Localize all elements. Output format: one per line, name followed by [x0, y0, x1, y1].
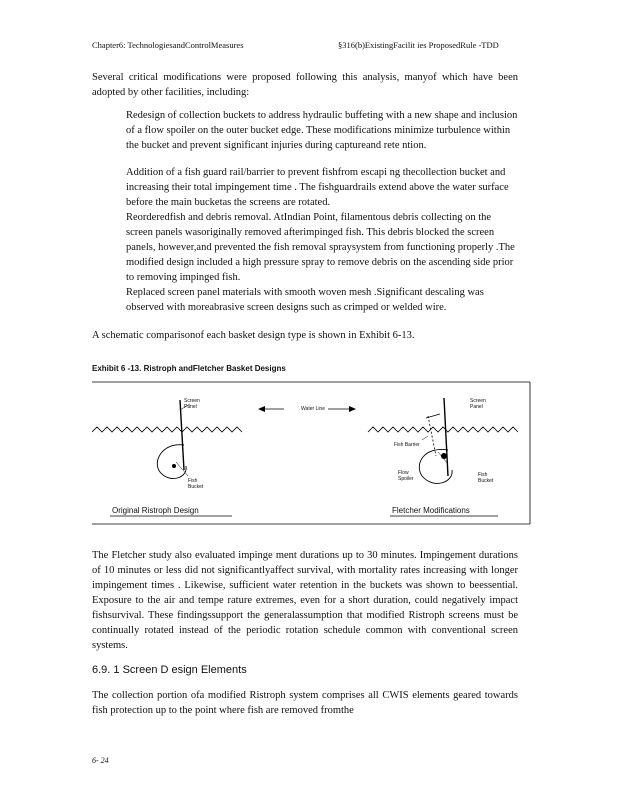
list-item	[92, 165, 518, 210]
header-rule: §316(b)ExistingFacilit ies ProposedRule -TDD	[338, 40, 499, 50]
flow-spoiler-label: Flow Spoiler	[398, 470, 414, 482]
list-item	[92, 210, 518, 285]
screen-panel-label: Screen Panel	[184, 398, 200, 410]
screen-panel-label-right: Screen Panel	[470, 398, 486, 410]
page-number: 6- 24	[92, 756, 109, 765]
fish-bucket-label: Fish Bucket	[188, 478, 204, 490]
section-heading: 6.9. 1 Screen D esign Elements	[92, 664, 247, 676]
list-item	[92, 108, 518, 165]
fish-bucket-label-right: Fish Bucket	[478, 472, 494, 484]
header-chapter: Chapter6: TechnologiesandControlMeasures	[92, 40, 244, 50]
fletcher-modifications-label: Fletcher Modifications	[392, 506, 470, 515]
exhibit-figure	[92, 380, 532, 526]
fletcher-paragraph: The Fletcher study also evaluated impinge ment durations up to 30 minutes. Impingement durations of 10 minutes or less did not significantlyaffect survival, with mortality rates increasing with longer impingement times . Likewise, sufficient water retention in the buckets was shown to beessential. Exposure to the air and tempe rature extremes, even for a short duration, could negatively impact fishsurvival. These findingssupport the generalassumption that modified Ristroph screens must be continually rotated instead of the periodic rotation schedule common with conventional screen systems.	[92, 550, 518, 651]
list-item	[92, 285, 518, 317]
fish-barrier-label: Fish Barrier	[394, 442, 420, 448]
basket-diagram	[92, 380, 532, 526]
exhibit-caption: Exhibit 6 -13. Ristroph andFletcher Basket Designs	[92, 364, 286, 373]
original-design-label: Original Ristroph Design	[112, 506, 199, 515]
bullet-list	[92, 108, 518, 317]
bullet-text: Reorderedfish and debris removal. AtIndian Point, filamentous debris collecting on the screen panels wasoriginally removed afterimpinged fish. This debris blocked the screen panels, however,and prevented the fish removal spraysystem from functioning properly .The modified design included a high pressure spray to remove debris on the ascending side prior to removing impinged fish.	[126, 212, 515, 283]
collection-paragraph: The collection portion ofa modified Ristroph system comprises all CWIS elements geared towards fish protection up to the point where fish are removed fromthe	[92, 690, 518, 716]
bullet-text: Addition of a fish guard rail/barrier to prevent fishfrom escapi ng thecollection bucket and increasing their total impingement time . The fishguardrails extend above the water surface before the main bucketas the screens are rotated.	[126, 167, 509, 208]
bullet-text: Redesign of collection buckets to address hydraulic buffeting with a new shape and inclusion of a flow spoiler on the outer bucket edge. These modifications minimize turbulence within the bucket and prevent significant injuries during captureand rete ntion.	[126, 110, 518, 151]
schematic-sentence: A schematic comparisonof each basket design type is shown in Exhibit 6-13.	[92, 330, 415, 341]
bullet-text: Replaced screen panel materials with smooth woven mesh .Significant descaling was observed with moreabrasive screen designs such as crimped or welded wire.	[126, 287, 484, 313]
intro-paragraph: Several critical modifications were proposed following this analysis, manyof which have been adopted by other facilities, including:	[92, 72, 518, 98]
water-line-label: Water Line	[301, 406, 325, 412]
